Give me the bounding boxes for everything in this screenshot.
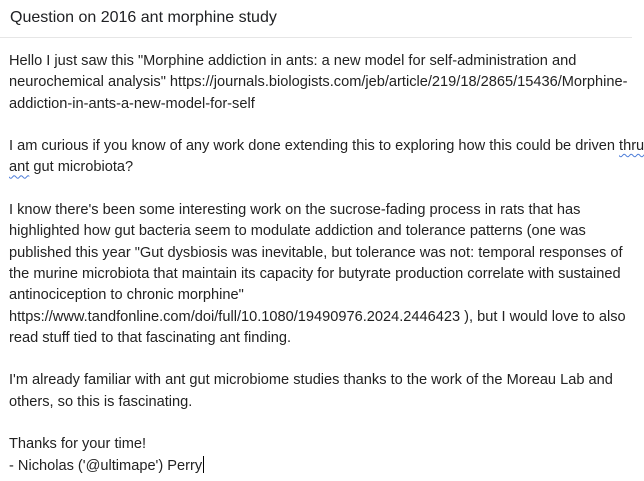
signature-line	[9, 456, 631, 477]
body-line: https://www.tandfonline.com/doi/full/10.1080/19490976.2024.2446423 ), but I would love to also	[9, 308, 626, 325]
paragraph-question	[9, 136, 644, 179]
body-line: I know there's been some interesting work on the sucrose-fading process in rats that has	[9, 202, 581, 219]
subject-text: Question on 2016 ant morphine study	[10, 9, 277, 26]
body-line	[9, 136, 644, 157]
signature-text: - Nicholas ('@ultimape') Perry	[9, 457, 203, 474]
body-line: neurochemical analysis" https://journals.biologists.com/jeb/article/219/18/2865/15436/Morphine-	[9, 74, 628, 91]
paragraph-greeting	[9, 51, 631, 115]
body-line: addiction-in-ants-a-new-model-for-self	[9, 95, 255, 112]
body-line: highlighted how gut bacteria seem to modulate addiction and tolerance patterns (one was	[9, 223, 586, 240]
body-line: published this year "Gut dysbiosis was inevitable, but tolerance was not: temporal responses of	[9, 244, 623, 261]
body-text: gut microbiota?	[29, 159, 134, 176]
body-line	[9, 157, 631, 178]
message-body-editor[interactable]	[9, 51, 644, 477]
body-line: Thanks for your time!	[9, 436, 147, 453]
spellcheck-flagged-word[interactable]: thru	[619, 138, 644, 155]
spellcheck-flagged-word[interactable]: ant	[9, 159, 30, 176]
paragraph-signoff	[9, 434, 631, 477]
body-line: read stuff tied to that fascinating ant finding.	[9, 329, 292, 346]
body-line: the murine microbiota that maintain its capacity for butyrate production correlate with sustained	[9, 265, 621, 282]
body-line: others, so this is fascinating.	[9, 393, 193, 410]
text-caret	[203, 456, 204, 473]
body-text: I am curious if you know of any work done extending this to exploring how this could be driven	[9, 138, 620, 155]
body-line: antinociception to chronic morphine"	[9, 287, 244, 304]
body-line: I'm already familiar with ant gut microbiome studies thanks to the work of the Moreau Lab and	[9, 372, 613, 389]
paragraph-context	[9, 200, 631, 349]
body-line: Hello I just saw this "Morphine addiction in ants: a new model for self-administration and	[9, 53, 577, 69]
paragraph-familiarity	[9, 370, 631, 413]
subject-field[interactable]	[0, 0, 632, 38]
